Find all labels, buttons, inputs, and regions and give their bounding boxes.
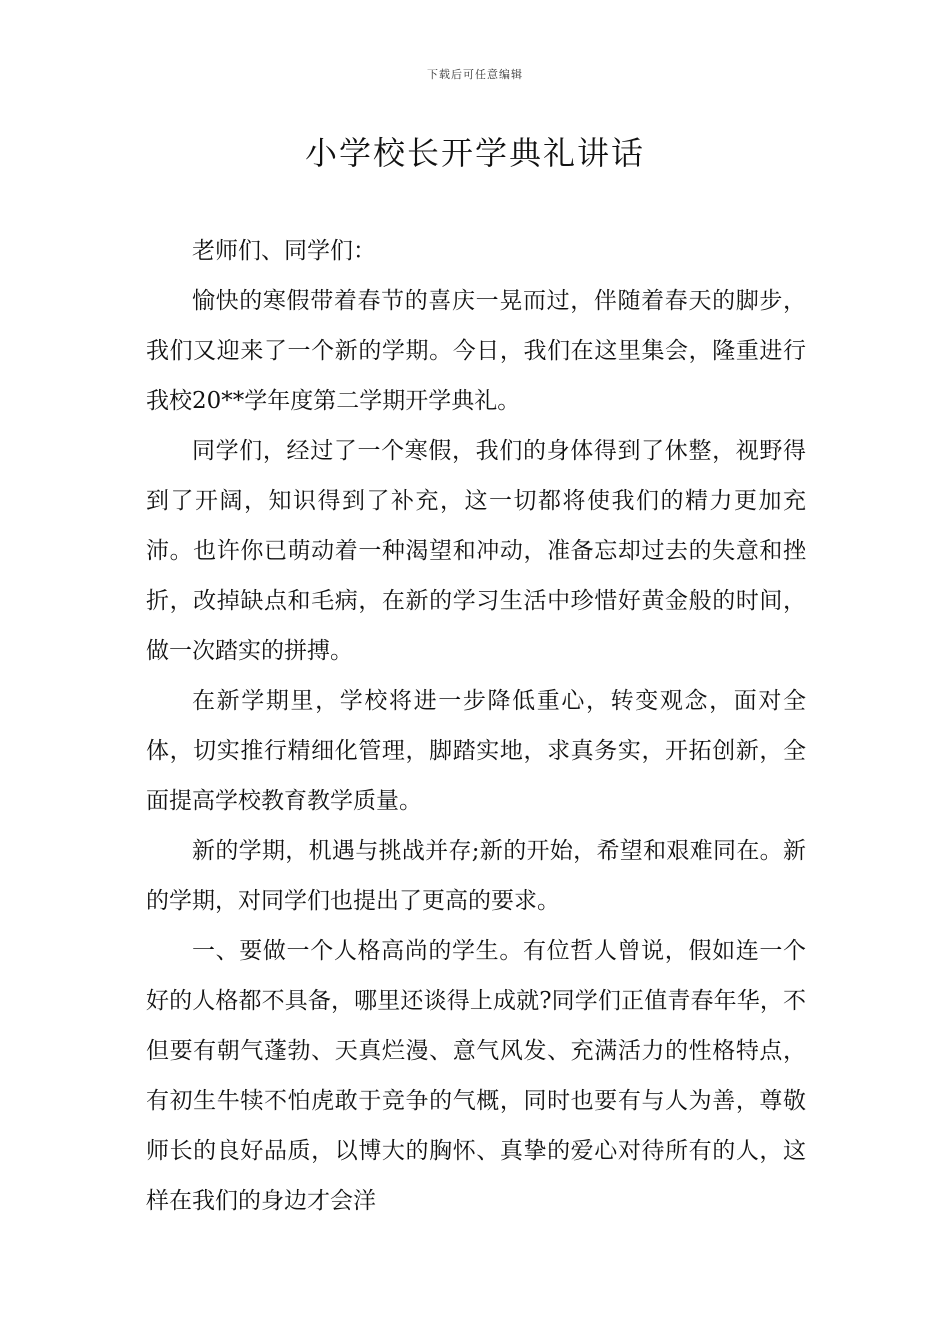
header-note: 下载后可任意编辑 [427,68,523,81]
paragraph-5: 一、要做一个人格高尚的学生。有位哲人曾说，假如连一个好的人格都不具备，哪里还谈得上成就?同学们正值青春年华，不但要有朝气蓬勃、天真烂漫、意气风发、充满活力的性格特点，有初生牛犊不怕虎敢于竞争的气概，同时也要有与人为善，尊敬师长的良好品质，以博大的胸怀、真挚的爱心对待所有的人，这样在我们的身边才会洋 [146,938,806,1214]
paragraph-4: 新的学期，机遇与挑战并存;新的开始，希望和艰难同在。新的学期，对同学们也提出了更高的要求。 [146,838,806,914]
paragraph-1: 愉快的寒假带着春节的喜庆一晃而过，伴随着春天的脚步，我们又迎来了一个新的学期。今日，我们在这里集会，隆重进行我校20**学年度第二学期开学典礼。 [146,288,806,414]
paragraph-2: 同学们，经过了一个寒假，我们的身体得到了休整，视野得到了开阔，知识得到了补充，这一切都将使我们的精力更加充沛。也许你已萌动着一种渴望和冲动，准备忘却过去的失意和挫折，改掉缺点和毛病，在新的学习生活中珍惜好黄金般的时间，做一次踏实的拼搏。 [146,438,806,664]
paragraph-3: 在新学期里，学校将进一步降低重心，转变观念，面对全体，切实推行精细化管理，脚踏实地，求真务实，开拓创新，全面提高学校教育教学质量。 [146,688,806,814]
salutation: 老师们、同学们： [192,238,376,264]
document-body [146,226,806,1226]
document-title: 小学校长开学典礼讲话 [304,134,645,172]
